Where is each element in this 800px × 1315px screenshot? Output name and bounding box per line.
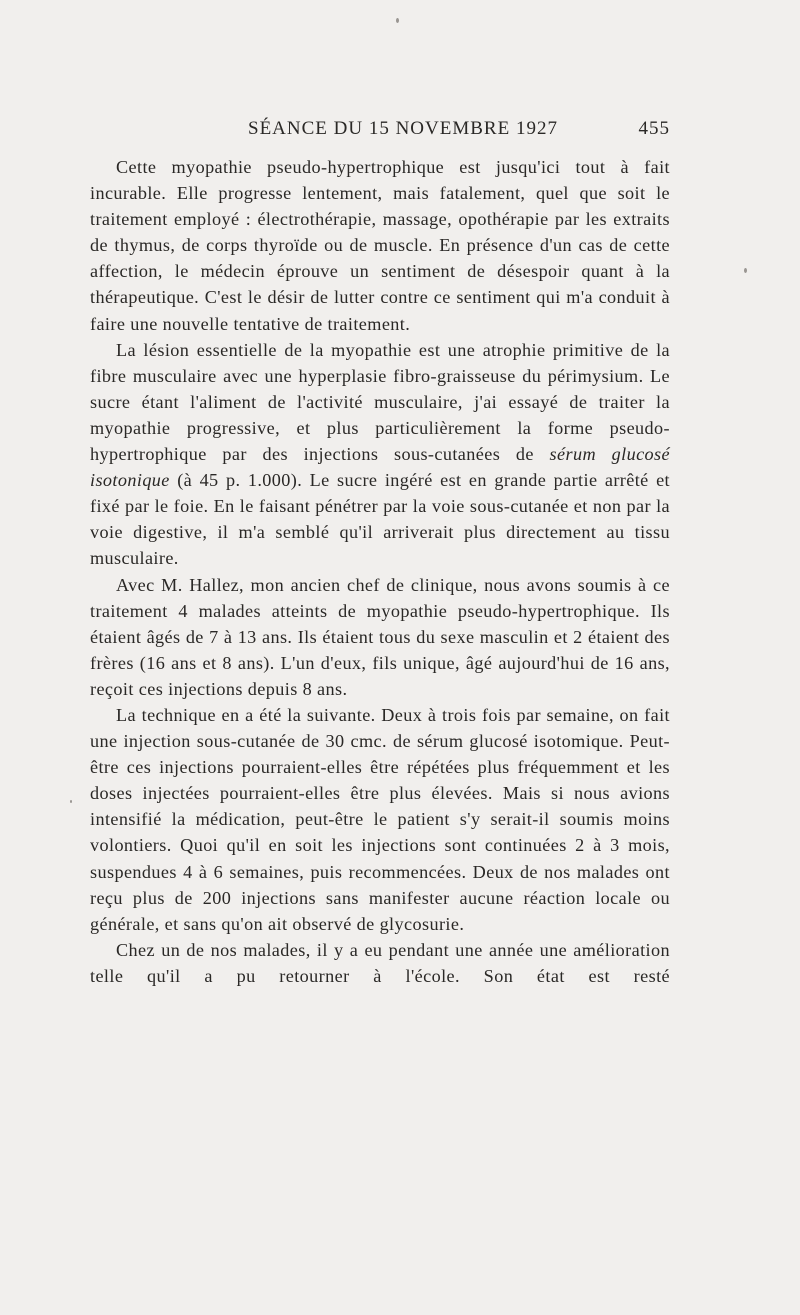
paragraph-text: (à 45 p. 1.000). Le sucre ingéré est en grande partie arrêté et fixé par le foie. En le faisant pénétrer par la voie sous-cutanée et non par la voie digestive, il m'a semblé qu'il arriverait plus directement au tissu musculaire. (90, 470, 670, 569)
paragraph (90, 154, 670, 337)
page-number: 455 (638, 118, 670, 139)
italic-term: sérum glucosé isotonique (90, 444, 671, 491)
running-head-title: SÉANCE DU 15 NOVEMBRE 1927 (248, 118, 558, 139)
paragraph-text: La lésion essentielle de la myopathie est une atrophie primitive de la fibre musculaire avec une hyperplasie fibro-graisseuse du périmysium. Le sucre étant l'aliment de l'activité musculaire, j'ai essayé de traiter la myopathie progressive, et plus particulièrement la forme pseudo-hypertrophique par des injections sous-cutanées de (90, 339, 670, 465)
paragraph-text: Cette myopathie pseudo-hypertrophique est jusqu'ici tout à fait incurable. Elle progresse lentement, mais fatalement, quel que soit le traitement employé : électrothérapie, massage, opothérapie par les extraits de thymus, de corps thyroïde ou de muscle. En présence d'un cas de cette affection, le médecin éprouve un sentiment de désespoir quant à la thérapeutique. C'est le désir de lutter contre ce sentiment qui m'a conduit à faire une nouvelle tentative de traitement. (90, 157, 670, 334)
running-head (90, 118, 670, 148)
paragraph (90, 572, 670, 702)
paragraph (90, 337, 670, 572)
paragraph-text: Avec M. Hallez, mon ancien chef de clinique, nous avons soumis à ce traitement 4 malades atteints de myopathie pseudo-hypertrophique. Ils étaient âgés de 7 à 13 ans. Ils étaient tous du sexe masculin et 2 étaient des frères (16 ans et 8 ans). L'un d'eux, fils unique, âgé aujourd'hui de 16 ans, reçoit ces injections depuis 8 ans. (90, 574, 670, 699)
paper-speck (744, 268, 747, 273)
paper-speck (396, 18, 399, 23)
paragraph (90, 702, 670, 937)
paper-speck (70, 800, 72, 803)
paragraph-text: La technique en a été la suivante. Deux à trois fois par semaine, on fait une injection sous-cutanée de 30 cmc. de sérum glucosé isotomique. Peut-être ces injections pourraient-elles être répétées plus fréquemment et les doses injectées pourraient-elles être plus élevées. Mais si nous avions intensifié la médication, peut-être le patient s'y serait-il soumis moins volontiers. Quoi qu'il en soit les injections sont continuées 2 à 3 mois, suspendues 4 à 6 semaines, puis recommencées. Deux de nos malades ont reçu plus de 200 injections sans manifester aucune réaction locale ou générale, et sans qu'on ait observé de glycosurie. (90, 704, 670, 934)
body-text (90, 154, 670, 989)
paragraph-text: Chez un de nos malades, il y a eu pendant une année une amélioration telle qu'il a pu retourner à l'école. Son état est resté (90, 939, 670, 986)
paragraph (90, 937, 670, 989)
